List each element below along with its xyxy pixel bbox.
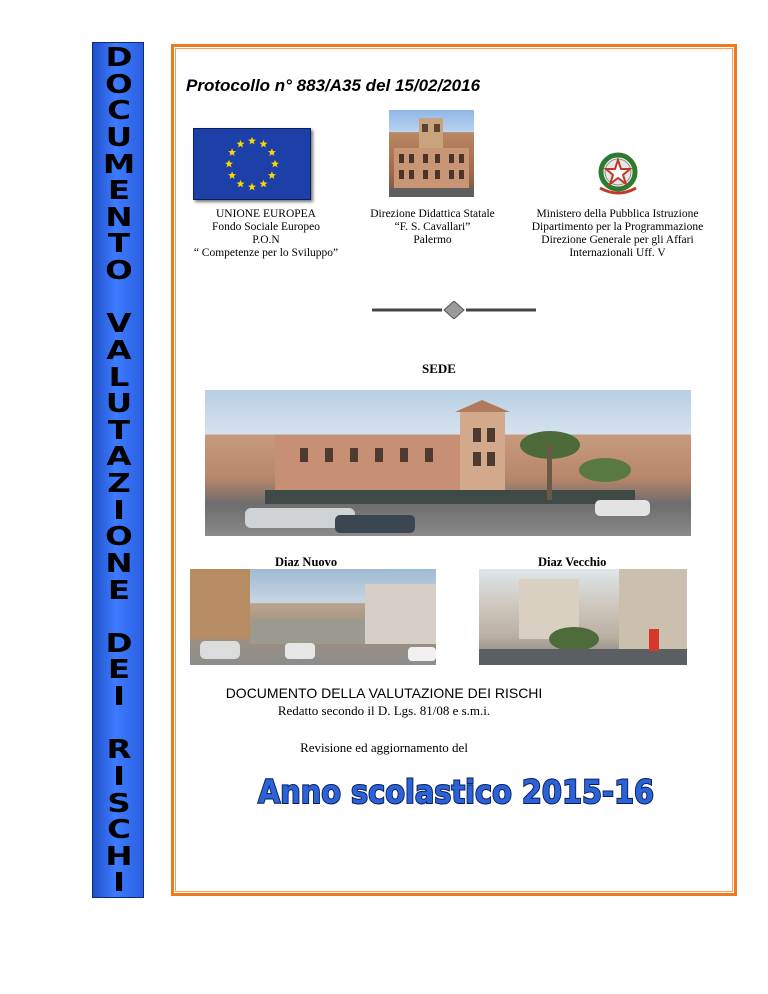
- eu-star-icon: [237, 180, 245, 188]
- ministry-info-text: [505, 208, 730, 260]
- eu-star-icon: [228, 171, 236, 179]
- eu-star-icon: [248, 137, 256, 145]
- main-building-photo: [205, 390, 691, 536]
- banner-letter: N: [105, 203, 133, 233]
- banner-letter: I: [112, 762, 126, 792]
- banner-letter: N: [105, 549, 133, 579]
- diaz-vecchio-photo: [479, 569, 687, 665]
- banner-letter: I: [112, 682, 126, 712]
- protocol-number: Protocollo n° 883/A35 del 15/02/2016: [186, 76, 481, 95]
- eu-star-icon: [271, 160, 279, 168]
- document-title: DOCUMENTO DELLA VALUTAZIONE DEI RISCHI: [225, 685, 543, 701]
- banner-letter: T: [107, 416, 131, 446]
- banner-letter: D: [105, 629, 133, 659]
- banner-letter: S: [107, 789, 131, 819]
- school-year-heading: [254, 765, 658, 815]
- banner-letter: U: [105, 123, 133, 153]
- eu-line: Fondo Sociale Europeo: [212, 221, 320, 233]
- eu-star-icon: [268, 148, 276, 156]
- school-line: Palermo: [413, 234, 452, 246]
- eu-star-icon: [248, 183, 256, 191]
- document-subtitle: Redatto secondo il D. Lgs. 81/08 e s.m.i.: [277, 703, 491, 718]
- school-line: Direzione Didattica Statale: [370, 208, 495, 220]
- banner-letter: A: [106, 336, 132, 366]
- banner-letter: U: [105, 389, 133, 419]
- eu-star-icon: [268, 171, 276, 179]
- school-year-text: Anno scolastico 2015-16: [258, 773, 654, 811]
- eu-line: “ Competenze per lo Sviluppo”: [193, 247, 339, 259]
- eu-line: P.O.N: [252, 234, 280, 246]
- banner-letter: E: [107, 176, 131, 206]
- banner-letter: A: [106, 442, 132, 472]
- italian-republic-emblem: [588, 150, 648, 198]
- ministry-line: Direzione Generale per gli Affari: [541, 234, 694, 246]
- banner-letter: O: [105, 70, 133, 100]
- banner-letter: Z: [107, 469, 131, 499]
- sede-heading: SEDE: [422, 361, 456, 376]
- eu-info-text: [181, 208, 351, 260]
- banner-letter: I: [112, 496, 126, 526]
- ministry-line: Ministero della Pubblica Istruzione: [536, 208, 699, 220]
- banner-letter: C: [107, 815, 131, 845]
- eu-flag-logo: [193, 128, 311, 200]
- ministry-line: Dipartimento per la Programmazione: [531, 221, 704, 233]
- banner-letter: T: [107, 229, 131, 259]
- banner-letter: O: [105, 522, 133, 552]
- banner-letter: D: [105, 43, 133, 73]
- banner-letter: R: [106, 735, 132, 765]
- diaz-nuovo-photo: [190, 569, 436, 665]
- banner-letter: M: [102, 150, 136, 180]
- ornamental-divider: [370, 301, 538, 319]
- eu-star-icon: [260, 180, 268, 188]
- school-info-text: [360, 208, 505, 247]
- school-building-photo: [389, 110, 474, 197]
- banner-letter: C: [107, 96, 131, 126]
- revision-text: Revisione ed aggiornamento del: [300, 740, 468, 755]
- banner-letter: I: [112, 868, 126, 898]
- photo-label-right: Diaz Vecchio: [538, 555, 607, 569]
- banner-letter: E: [107, 576, 131, 606]
- banner-letter: H: [105, 842, 133, 872]
- eu-star-icon: [225, 160, 233, 168]
- banner-letter: V: [106, 309, 132, 339]
- eu-line: UNIONE EUROPEA: [216, 208, 316, 220]
- eu-star-icon: [260, 140, 268, 148]
- banner-letter: L: [108, 363, 130, 393]
- ministry-line: Internazionali Uff. V: [569, 247, 666, 259]
- photo-label-left: Diaz Nuovo: [275, 555, 338, 569]
- eu-star-icon: [228, 148, 236, 156]
- banner-letter: O: [105, 256, 133, 286]
- school-line: “F. S. Cavallari”: [394, 221, 471, 233]
- eu-star-icon: [237, 140, 245, 148]
- banner-letter: E: [107, 655, 131, 685]
- side-banner: [92, 42, 144, 898]
